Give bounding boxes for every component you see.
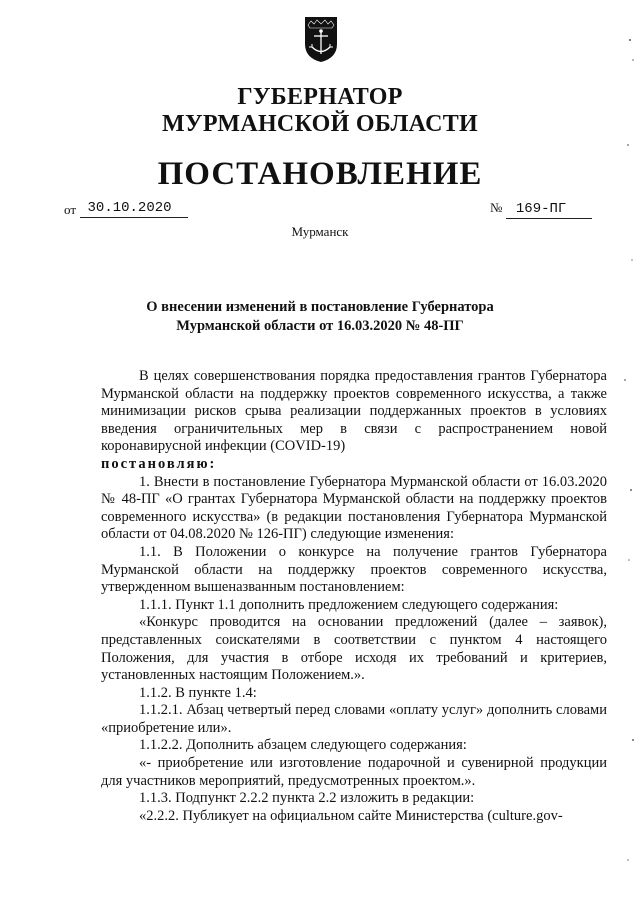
number-label: № [490,200,503,215]
item-1-1-2-2-paragraph: 1.1.2.2. Дополнить абзацем следующего содержания: [139,737,467,754]
authority-name [0,84,640,138]
item-1-1-1-paragraph: 1.1.1. Пункт 1.1 дополнить предложением следующего содержания: [139,596,559,613]
coat-of-arms-icon [302,14,340,64]
city: Мурманск [291,224,349,239]
number-value: 169-ПГ [506,201,592,219]
decree-word: постановляю: [101,455,217,472]
decree-paragraph [101,456,607,474]
preamble-paragraph: В целях совершенствования порядка предоставления грантов Губернатора Мурманской области на поддержку проектов современного искусства, а также минимизации рисков срыва реализации поддержанных проектов в условиях введения ограничительных мер в связи с распространением новой коронавирусной инфекции (COVID-19) [101,368,607,455]
quote-paragraph: «Конкурс проводится на основании предложений (далее – заявок), представленных соискателями в соответствии с пунктом 4 настоящего Положения, для участия в отборе исходя их требований и критериев, установленных настоящим Положением.». [101,614,607,684]
item-2-2-2-paragraph: «2.2.2. Публикует на официальном сайте Министерства (culture.gov- [139,807,563,824]
item-1-1-paragraph: 1.1. В Положении о конкурсе на получение грантов Губернатора Мурманской области на поддержку проектов современного искусства, утвержденном вышеназванным постановлением: [101,543,607,596]
item-1-1-3-paragraph: 1.1.3. Подпункт 2.2.2 пункта 2.2 изложить в редакции: [139,790,475,807]
date-value: 30.10.2020 [80,200,188,218]
item-1-1-2-paragraph: 1.1.2. В пункте 1.4: [139,684,257,701]
authority-line-1: ГУБЕРНАТОР [237,84,403,110]
document-body [101,368,607,825]
date-label: от [64,202,77,217]
title-line-2: Мурманской области от 16.03.2020 № 48-ПГ [176,318,464,334]
title-line-1: О внесении изменений в постановление Губернатора [146,299,494,315]
item-1-paragraph: 1. Внести в постановление Губернатора Мурманской области от 16.03.2020 № 48-ПГ «О грантах Губернатора Мурманской области на поддержку проектов современного искусства» (в редакции постановления Губернатора Мурманской области от 04.08.2020 № 126-ПГ) следующие изменения: [101,473,607,543]
document-title [100,298,540,336]
quote-paragraph-2: «- приобретение или изготовление подарочной и сувенирной продукции для участников мероприятий, предусмотренных проектом.». [101,755,607,789]
item-1-1-2-1-paragraph: 1.1.2.1. Абзац четвертый перед словами «оплату услуг» дополнить словами «приобретение или». [101,702,607,736]
date-row [64,200,188,218]
document-type: ПОСТАНОВЛЕНИЕ [157,156,483,192]
authority-line-2: МУРМАНСКОЙ ОБЛАСТИ [162,111,478,137]
number-row [490,200,592,219]
